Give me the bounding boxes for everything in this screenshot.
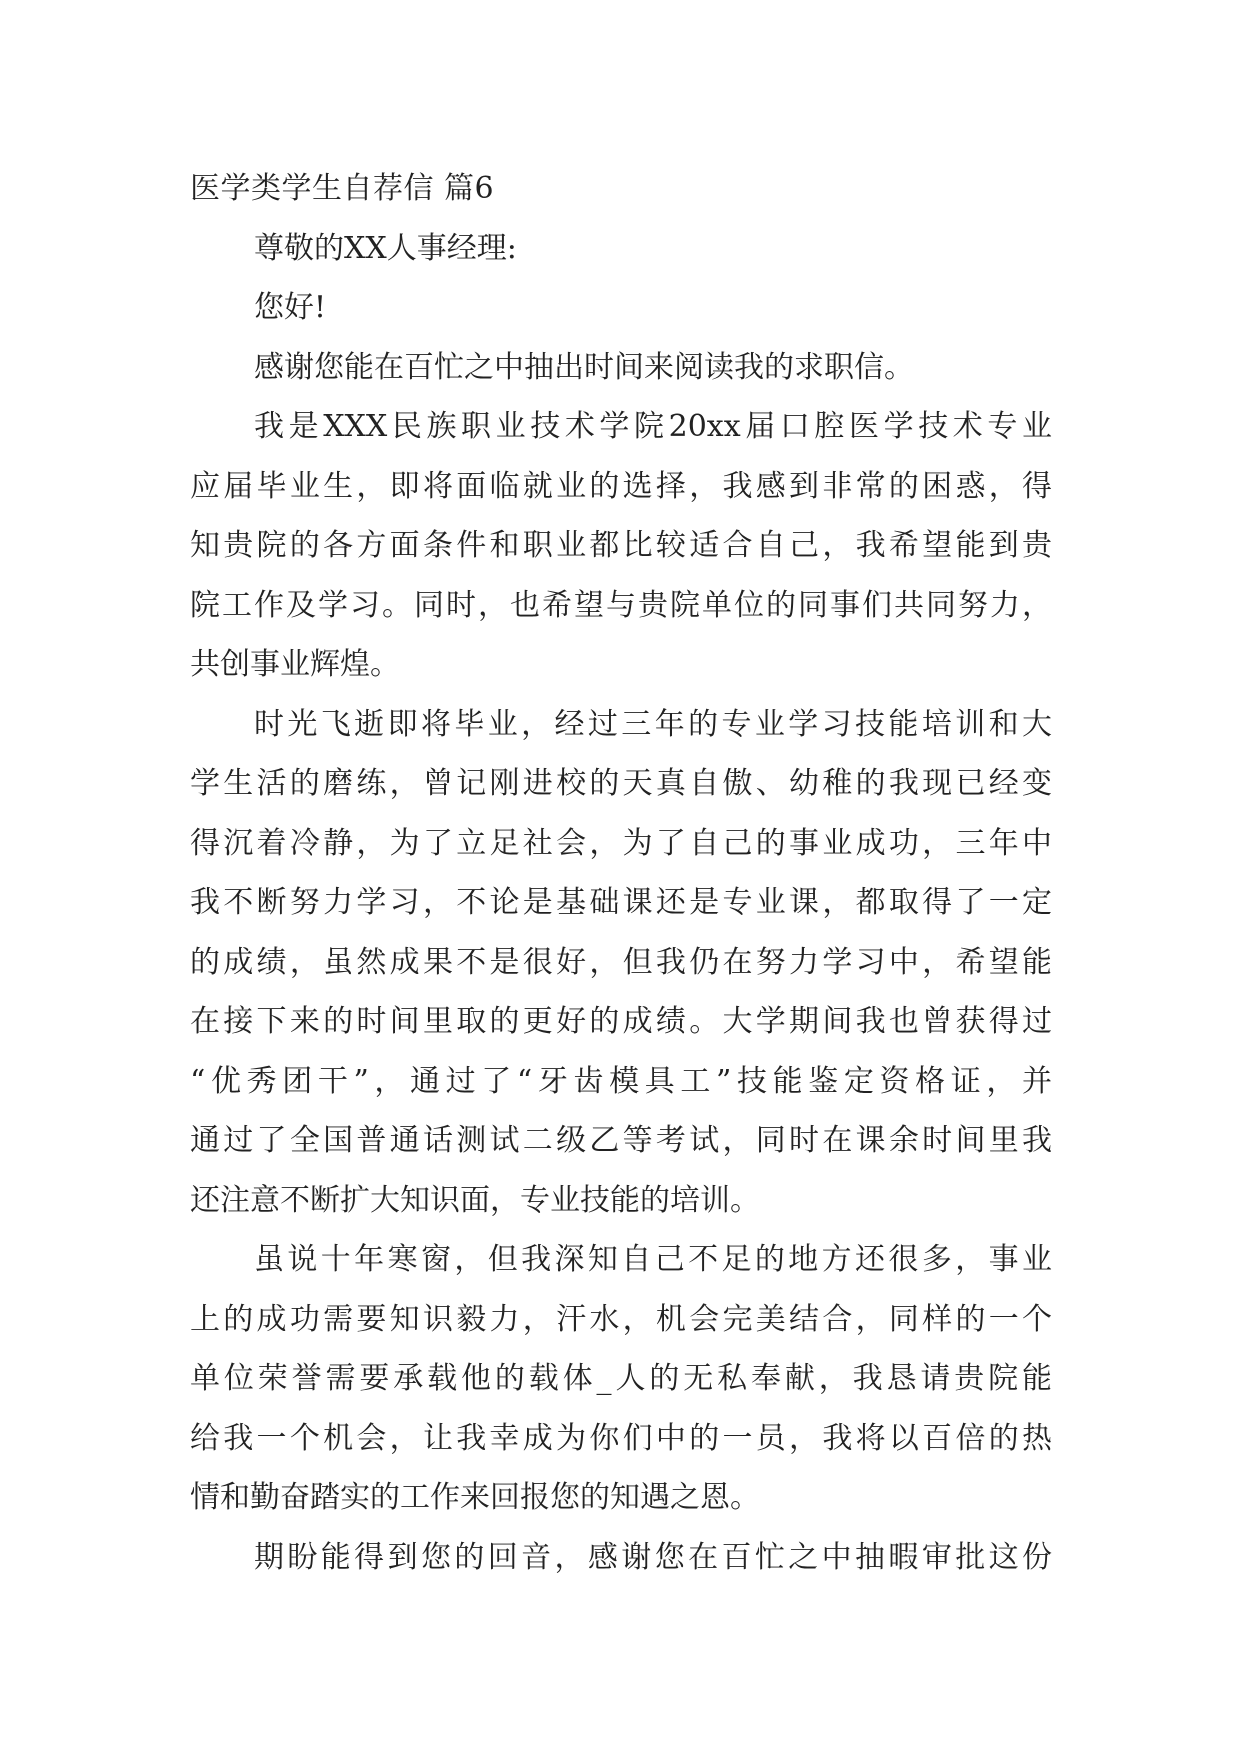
paragraph-line: 上的成功需要知识毅力，汗水，机会完美结合，同样的一个 (190, 1301, 1052, 1337)
greeting-line: 您好! (254, 290, 327, 325)
paragraph-line: 我不断努力学习，不论是基础课还是专业课，都取得了一定 (190, 885, 1052, 920)
paragraph-line: 学生活的磨练，曾记刚进校的天真自傲、幼稚的我现已经变 (190, 766, 1052, 801)
paragraph-line: 时光飞逝即将毕业，经过三年的专业学习技能培训和大 (254, 706, 1052, 742)
paragraph-line: 给我一个机会，让我幸成为你们中的一员，我将以百倍的热 (190, 1420, 1052, 1456)
paragraph-line: 共创事业辉煌。 (190, 647, 400, 682)
paragraph-line: 应届毕业生，即将面临就业的选择，我感到非常的困惑，得 (190, 468, 1052, 504)
document-body (190, 159, 1052, 1587)
paragraph-line: 期盼能得到您的回音，感谢您在百忙之中抽暇审批这份 (254, 1539, 1052, 1575)
paragraph-line: 在接下来的时间里取的更好的成绩。大学期间我也曾获得过 (190, 1004, 1052, 1039)
paragraph-line: 知贵院的各方面条件和职业都比较适合自己，我希望能到贵 (190, 528, 1052, 563)
paragraph-line: 单位荣誉需要承载他的载体_人的无私奉献，我恳请贵院能 (190, 1361, 1052, 1396)
paragraph-line: 的成绩，虽然成果不是很好，但我仍在努力学习中，希望能 (190, 944, 1052, 980)
paragraph-line: 院工作及学习。同时，也希望与贵院单位的同事们共同努力， (190, 587, 1052, 623)
paragraph-line: “优秀团干”，通过了“牙齿模具工”技能鉴定资格证，并 (190, 1063, 1052, 1099)
paragraph-line: 通过了全国普通话测试二级乙等考试，同时在课余时间里我 (190, 1123, 1052, 1158)
paragraph-line: 得沉着冷静，为了立足社会，为了自己的事业成功，三年中 (190, 825, 1052, 861)
paragraph-line: 还注意不断扩大知识面，专业技能的培训。 (190, 1182, 760, 1218)
paragraph-line: 虽说十年寒窗，但我深知自己不足的地方还很多，事业 (254, 1242, 1052, 1277)
document-title: 医学类学生自荐信 篇6 (190, 171, 495, 206)
paragraph-line: 感谢您能在百忙之中抽出时间来阅读我的求职信。 (254, 349, 914, 385)
paragraph-line: 我是XXX民族职业技术学院20xx届口腔医学技术专业 (254, 409, 1052, 444)
salutation-line: 尊敬的XX人事经理: (254, 230, 517, 266)
paragraph-line: 情和勤奋踏实的工作来回报您的知遇之恩。 (190, 1480, 760, 1515)
